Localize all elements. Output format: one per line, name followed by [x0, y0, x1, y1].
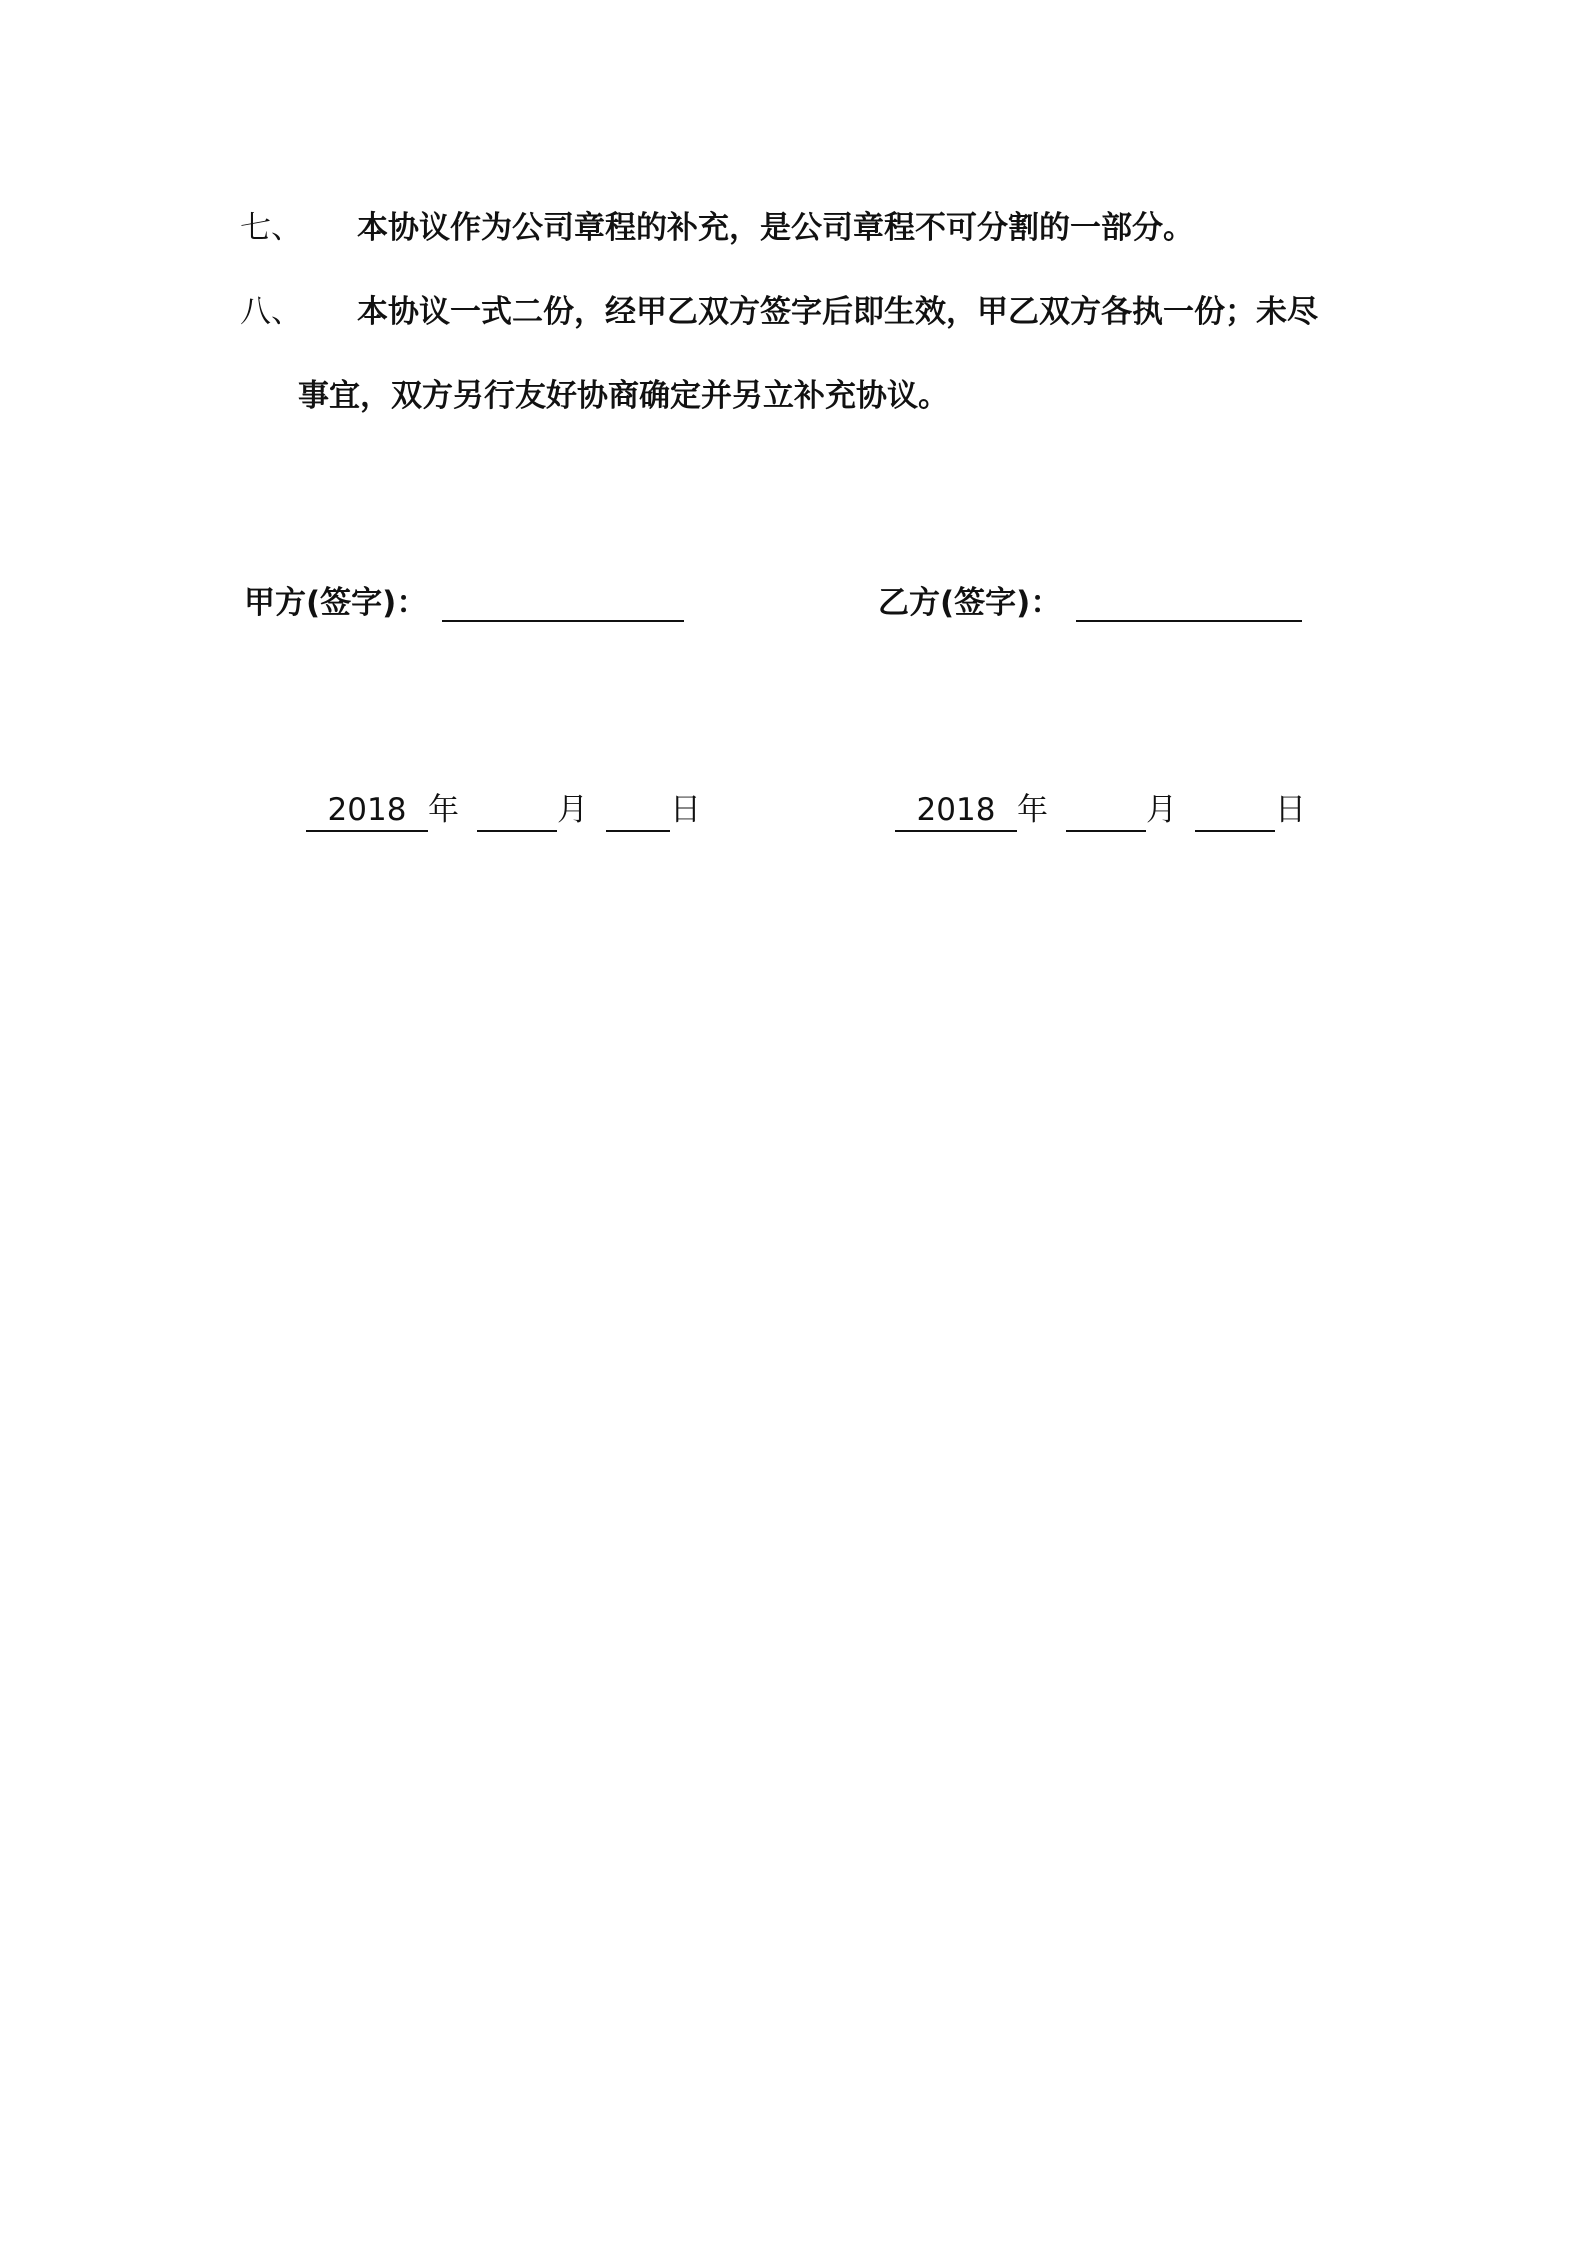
party-a-date-day-unit: 日 [670, 792, 701, 828]
party-a-date-year-unit: 年 [428, 792, 459, 828]
party-a-date-day-blank [606, 790, 670, 832]
party-b-signature-line [1076, 620, 1302, 622]
party-b-date-day-blank [1195, 790, 1275, 832]
party-b-date-year: 2018 [895, 790, 1017, 832]
clause-8-number: 八、 [240, 294, 302, 330]
clause-7-text: 本协议作为公司章程的补充，是公司章程不可分割的一部分。 [357, 210, 1194, 246]
party-b-signature-label: 乙方(签字)： [878, 585, 1062, 621]
party-b-date-day-unit: 日 [1275, 792, 1306, 828]
clause-8-text: 本协议一式二份，经甲乙双方签字后即生效，甲乙双方各执一份；未尽 [357, 294, 1318, 330]
party-a-signature-line [442, 620, 684, 622]
party-b-date-month-blank [1066, 790, 1146, 832]
party-b-date-year-unit: 年 [1017, 792, 1048, 828]
party-b-date-month-unit: 月 [1146, 792, 1177, 828]
party-a-date-year: 2018 [306, 790, 428, 832]
clause-8-continuation: 事宜，双方另行友好协商确定并另立补充协议。 [298, 378, 949, 414]
party-a-date-month-unit: 月 [557, 792, 588, 828]
clause-7-number: 七、 [240, 210, 302, 246]
party-a-date-month-blank [477, 790, 557, 832]
party-a-signature-label: 甲方(签字)： [244, 585, 428, 621]
